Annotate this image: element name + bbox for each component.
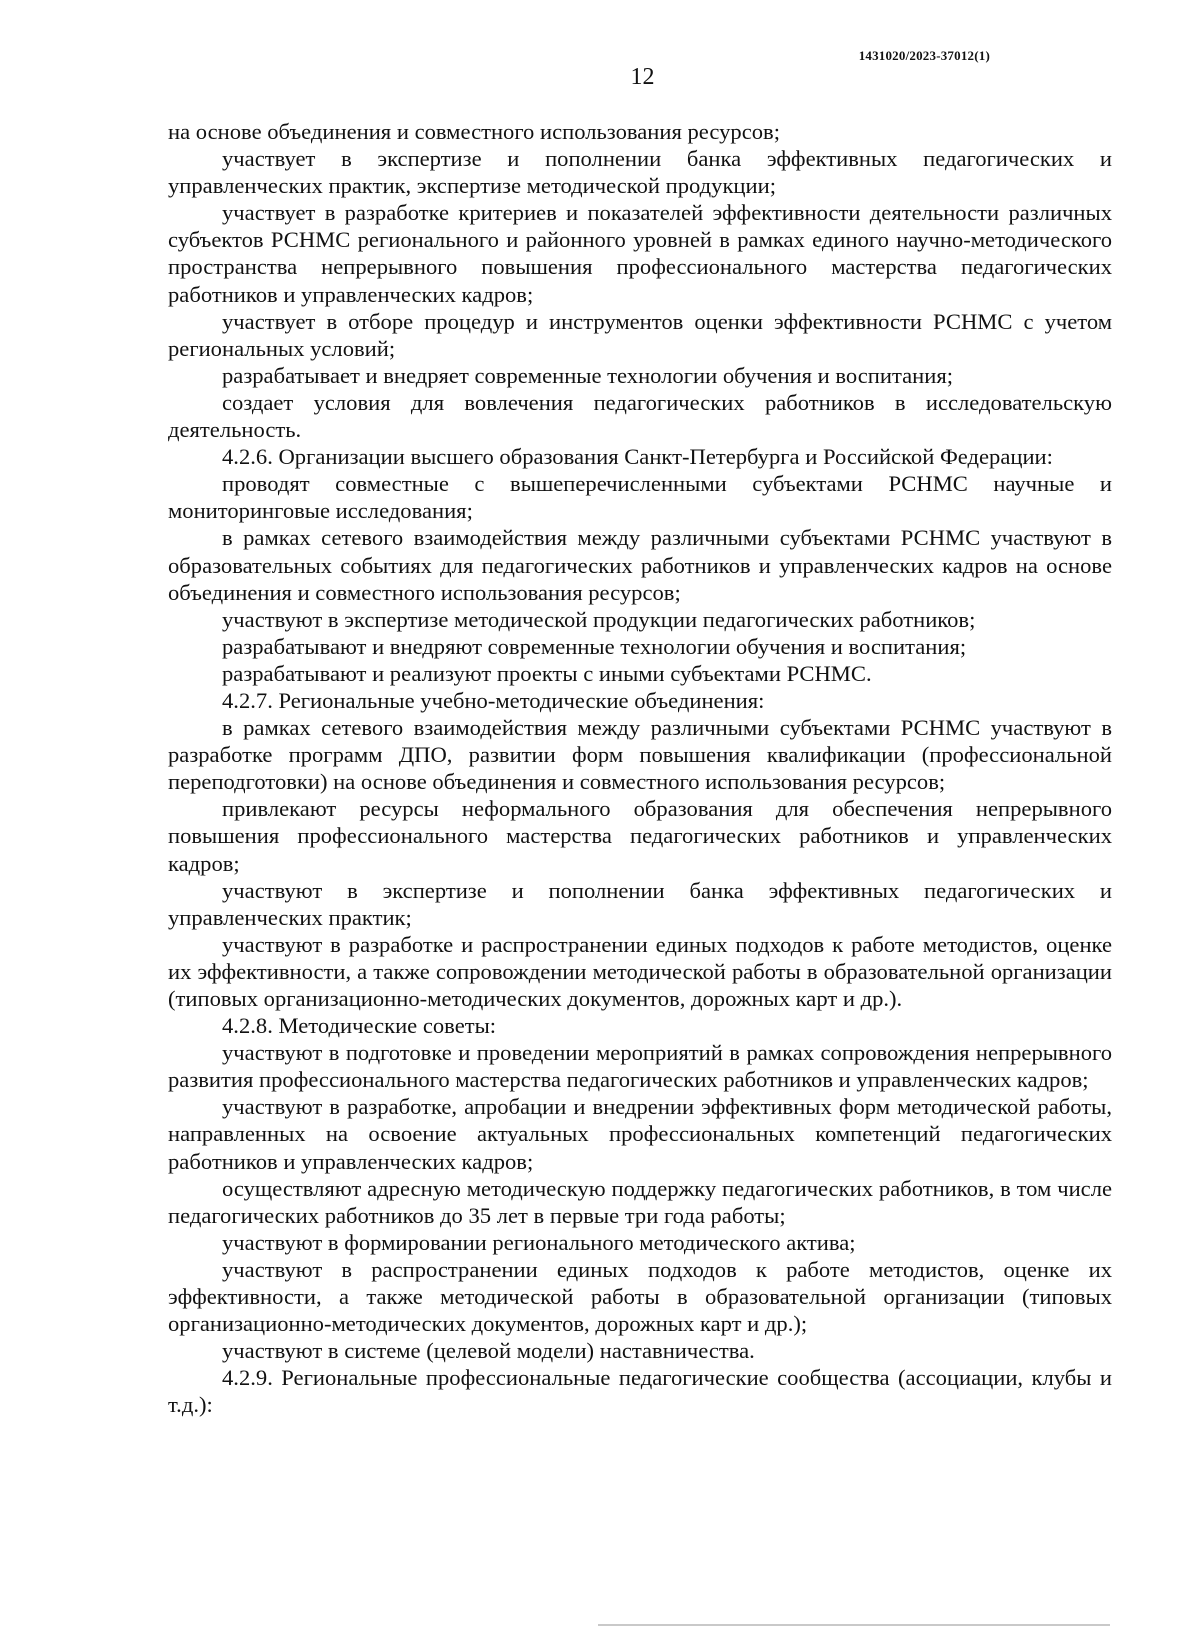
paragraph: участвуют в подготовке и проведении мероприятий в рамках сопровождения непрерывного развития профессионального мастерства педагогических работников и управленческих кадров; — [168, 1040, 1112, 1093]
document-id: 1431020/2023-37012(1) — [858, 48, 990, 63]
paragraph: участвуют в распространении единых подходов к работе методистов, оценке их эффективности, а также методической работы в образовательной организации (типовых организационно-методических документов, дорожных карт и др.); — [168, 1256, 1112, 1337]
paragraph: участвуют в разработке и распространении единых подходов к работе методистов, оценке их эффективности, а также сопровождении методической работы в образовательной организации (типовых организационно-методических документов, дорожных карт и др.). — [168, 931, 1112, 1011]
paragraph: привлекают ресурсы неформального образования для обеспечения непрерывного повышения профессионального мастерства педагогических работников и управленческих кадров; — [168, 796, 1112, 876]
paragraph: участвует в разработке критериев и показателей эффективности деятельности различных субъектов РСНМС регионального и районного уровней в рамках единого научно-методического пространства непрерывного повышения профессионального мастерства педагогических работников и управленческих кадров; — [168, 200, 1112, 307]
document-body — [168, 118, 1112, 1419]
section-heading-4-2-7: 4.2.7. Региональные учебно-методические объединения: — [222, 687, 765, 713]
paragraph: участвуют в экспертизе и пополнении банка эффективных педагогических и управленческих практик; — [168, 877, 1112, 930]
paragraph: участвуют в экспертизе методической продукции педагогических работников; — [222, 606, 976, 632]
paragraph: осуществляют адресную методическую поддержку педагогических работников, в том числе педагогических работников до 35 лет в первые три года работы; — [168, 1175, 1112, 1228]
paragraph: участвуют в разработке, апробации и внедрении эффективных форм методической работы, направленных на освоение актуальных профессиональных компетенций педагогических работников и управленческих кадров; — [168, 1094, 1112, 1174]
paragraph: в рамках сетевого взаимодействия между различными субъектами РСНМС участвуют в разработке программ ДПО, развитии форм повышения квалификации (профессиональной переподготовки) на основе объединения и совместного использования ресурсов; — [168, 715, 1112, 795]
paragraph: разрабатывает и внедряет современные технологии обучения и воспитания; — [222, 362, 954, 388]
paragraph: участвуют в системе (целевой модели) наставничества. — [222, 1338, 755, 1364]
paragraph: участвует в экспертизе и пополнении банка эффективных педагогических и управленческих практик, экспертизе методической продукции; — [168, 146, 1112, 199]
section-heading-4-2-8: 4.2.8. Методические советы: — [222, 1013, 497, 1039]
section-heading-4-2-6: 4.2.6. Организации высшего образования Санкт-Петербурга и Российской Федерации: — [222, 444, 1053, 470]
paragraph: в рамках сетевого взаимодействия между различными субъектами РСНМС участвуют в образовательных событиях для педагогических работников и управленческих кадров на основе объединения и совместного использования ресурсов; — [168, 525, 1112, 605]
paragraph: участвуют в формировании регионального методического актива; — [222, 1229, 856, 1255]
section-heading-4-2-9: 4.2.9. Региональные профессиональные педагогические сообщества (ассоциации, клубы и т.д.): — [168, 1365, 1112, 1418]
paragraph: разрабатывают и внедряют современные технологии обучения и воспитания; — [222, 633, 967, 659]
paragraph: на основе объединения и совместного использования ресурсов; — [168, 119, 780, 144]
paragraph: проводят совместные с вышеперечисленными субъектами РСНМС научные и мониторинговые исследования; — [168, 471, 1112, 524]
page-number: 12 — [630, 64, 655, 90]
bottom-rule — [598, 1624, 1110, 1626]
paragraph: разрабатывают и реализуют проекты с иными субъектами РСНМС. — [222, 660, 872, 686]
paragraph: создает условия для вовлечения педагогических работников в исследовательскую деятельность. — [168, 389, 1112, 443]
paragraph: участвует в отборе процедур и инструментов оценки эффективности РСНМС с учетом региональных условий; — [168, 308, 1112, 361]
